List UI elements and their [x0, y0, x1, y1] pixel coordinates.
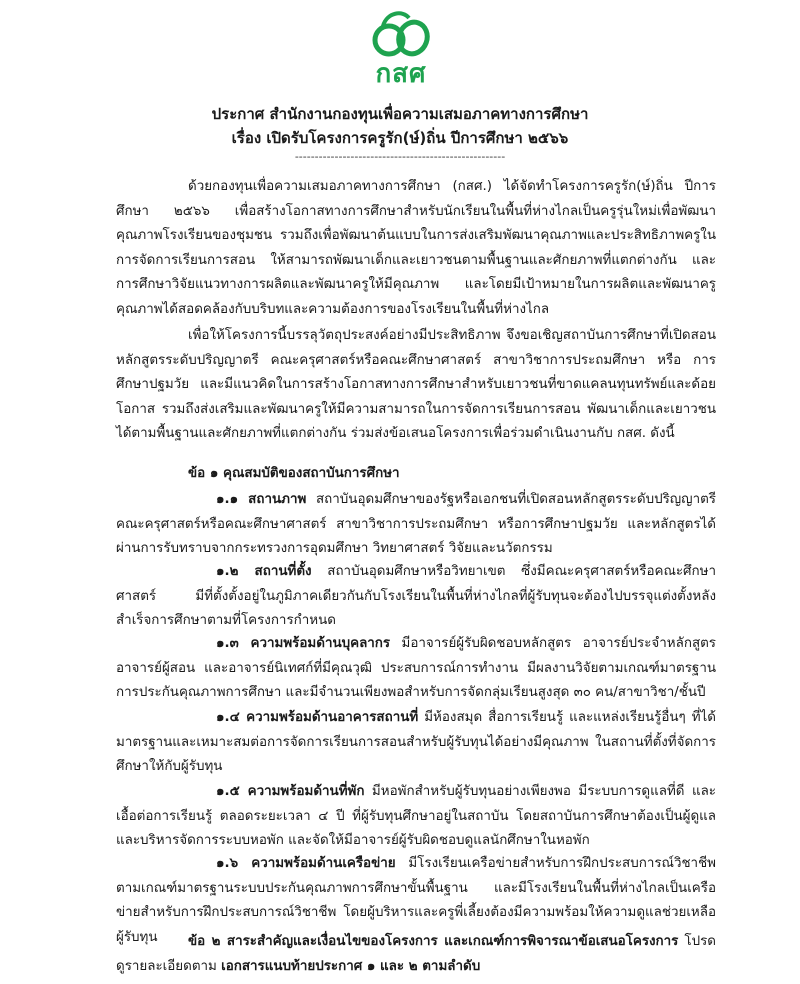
announcement-subject: เรื่อง เปิดรับโครงการครูรัก(ษ์)ถิ่น ปีการศึกษา ๒๕๖๖	[231, 129, 569, 147]
item-1-5	[116, 780, 716, 854]
item-1-4-label: ๑.๔ ความพร้อมด้านอาคารสถานที่	[216, 710, 419, 725]
section-1-title: ข้อ ๑ คุณสมบัติของสถาบันการศึกษา	[188, 466, 400, 481]
item-1-6-label: ๑.๖ ความพร้อมด้านเครือข่าย	[216, 856, 396, 871]
item-1-1-text: สถาบันอุดมศึกษาของรัฐหรือเอกชนที่เปิดสอนหลักสูตรระดับปริญญาตรี คณะครุศาสตร์หรือคณะศึกษาศาสตร์ สาขาวิชาการประถมศึกษา หรือการศึกษาปฐมวัย และหลักสูตรได้ผ่านการรับทราบจากกระทรวงการอุดมศึกษา วิทยาศาสตร์ วิจัยและนวัตกรรม	[116, 492, 716, 556]
section-2-title: ข้อ ๒ สาระสำคัญและเงื่อนไขของโครงการ และเกณฑ์การพิจารณาข้อเสนอโครงการ	[188, 934, 679, 949]
intro-paragraph-2	[116, 324, 716, 447]
item-1-4-text: มีห้องสมุด สื่อการเรียนรู้ และแหล่งเรียนรู้อื่นๆ ที่ได้มาตรฐานและเหมาะสมต่อการจัดการเรียนการสอนสำหรับผู้รับทุนได้อย่างมีคุณภาพ ในสถานที่ตั้งที่จัดการศึกษาให้กับผู้รับทุน	[116, 710, 716, 774]
section-1-heading	[116, 462, 716, 487]
item-1-3-text: มีอาจารย์ผู้รับผิดชอบหลักสูตร อาจารย์ประจำหลักสูตร อาจารย์ผู้สอน และอาจารย์นิเทศก์ที่มีคุณวุฒิ ประสบการณ์การทำงาน มีผลงานวิจัยตามเกณฑ์มาตรฐานการประกันคุณภาพการศึกษา และมีจำนวนเพียงพอสำหรับการจัดกลุ่มเรียนสูงสุด ๓๐ คน/สาขาวิชา/ชั้นปี	[116, 636, 717, 700]
intro-text-2: เพื่อให้โครงการนี้บรรลุวัตถุประสงค์อย่างมีประสิทธิภาพ จึงขอเชิญสถาบันการศึกษาที่เปิดสอนหลักสูตรระดับปริญญาตรี คณะครุศาสตร์หรือคณะศึกษาศาสตร์ สาขาวิชาการประถมศึกษา หรือ การศึกษาปฐมวัย และมีแนวคิดในการสร้างโอกาสทางการศึกษาสำหรับเยาวชนที่ขาดแคลนทุนทรัพย์และด้อยโอกาส รวมถึงส่งเสริมและพัฒนาครูให้มีความสามารถในการจัดการเรียนการสอน พัฒนาเด็กและเยาวชนได้ตามพื้นฐานและศักยภาพที่แตกต่างกัน ร่วมส่งข้อเสนอโครงการเพื่อร่วมดำเนินงานกับ กสศ. ดังนี้	[116, 328, 716, 441]
item-1-3-label: ๑.๓ ความพร้อมด้านบุคลากร	[216, 636, 391, 651]
logo-text: กสศ	[375, 59, 427, 89]
item-1-4	[116, 706, 716, 780]
item-1-2-label: ๑.๒ สถานที่ตั้ง	[216, 564, 312, 579]
intro-text-1: ด้วยกองทุนเพื่อความเสมอภาคทางการศึกษา (กสศ.) ได้จัดทำโครงการครูรัก(ษ์)ถิ่น ปีการศึกษา ๒๕๖๖ เพื่อสร้างโอกาสทางการศึกษาสำหรับนักเรียนในพื้นที่ห่างไกลเป็นครูรุ่นใหม่เพื่อพัฒนาคุณภาพโรงเรียนของชุมชน รวมถึงเพื่อพัฒนาต้นแบบในการส่งเสริมพัฒนาคุณภาพและประสิทธิภาพครูในการจัดการเรียนการสอน ให้สามารถพัฒนาเด็กและเยาวชนตามพื้นฐานและศักยภาพที่แตกต่างกัน และการศึกษาวิจัยแนวทางการผลิตและพัฒนาครูให้มีคุณภาพ และโดยมีเป้าหมายในการผลิตและพัฒนาครูคุณภาพได้สอดคล้องกับบริบทและความต้องการของโรงเรียนในพื้นที่ห่างไกล	[116, 179, 716, 317]
announcement-title: ประกาศ สำนักงานกองทุนเพื่อความเสมอภาคทางการศึกษา	[211, 105, 589, 123]
item-1-2	[116, 560, 716, 634]
leaf-logo-icon	[369, 8, 433, 60]
item-1-1-label: ๑.๑ สถานภาพ	[216, 492, 307, 507]
intro-paragraph-1	[116, 175, 716, 322]
section-2-attachment: เอกสารแนบท้ายประกาศ ๑ และ ๒ ตามลำดับ	[221, 958, 481, 974]
item-1-2-text: สถาบันอุดมศึกษาหรือวิทยาเขต ซึ่งมีคณะครุศาสตร์หรือคณะศึกษาศาสตร์ มีที่ตั้งตั้งอยู่ในภูมิภาคเดียวกันกับโรงเรียนในพื้นที่ห่างไกลที่ผู้รับทุนจะต้องไปบรรจุแต่งตั้งหลังสำเร็จการศึกษาตามที่โครงการกำหนด	[116, 564, 717, 628]
section-2-text: โปรดดูรายละเอียดตาม	[116, 934, 717, 974]
item-1-5-text: มีหอพักสำหรับผู้รับทุนอย่างเพียงพอ มีระบบการดูแลที่ดี และเอื้อต่อการเรียนรู้ ตลอดระยะเวลา ๔ ปี ที่ผู้รับทุนศึกษาอยู่ในสถาบัน โดยสถาบันการศึกษาต้องเป็นผู้ดูแลและบริหารจัดการระบบหอพัก และจัดให้มีอาจารย์ผู้รับผิดชอบดูแลนักศึกษาในหอพัก	[116, 784, 716, 848]
divider-line: -----------------------------------------------------	[294, 150, 506, 163]
section-2	[116, 930, 716, 979]
item-1-3	[116, 632, 716, 706]
item-1-5-label: ๑.๕ ความพร้อมด้านที่พัก	[216, 784, 365, 799]
item-1-6-text: มีโรงเรียนเครือข่ายสำหรับการฝึกประสบการณ์วิชาชีพตามเกณฑ์มาตรฐานระบบประกันคุณภาพการศึกษาขั้นพื้นฐาน และมีโรงเรียนในพื้นที่ห่างไกลเป็นเครือข่ายสำหรับการฝึกประสบการณ์วิชาชีพ โดยผู้บริหารและครูพี่เลี้ยงต้องมีความพร้อมให้ความดูแลช่วยเหลือผู้รับทุน	[116, 856, 716, 945]
item-1-1	[116, 488, 716, 562]
eef-logo	[365, 8, 437, 104]
